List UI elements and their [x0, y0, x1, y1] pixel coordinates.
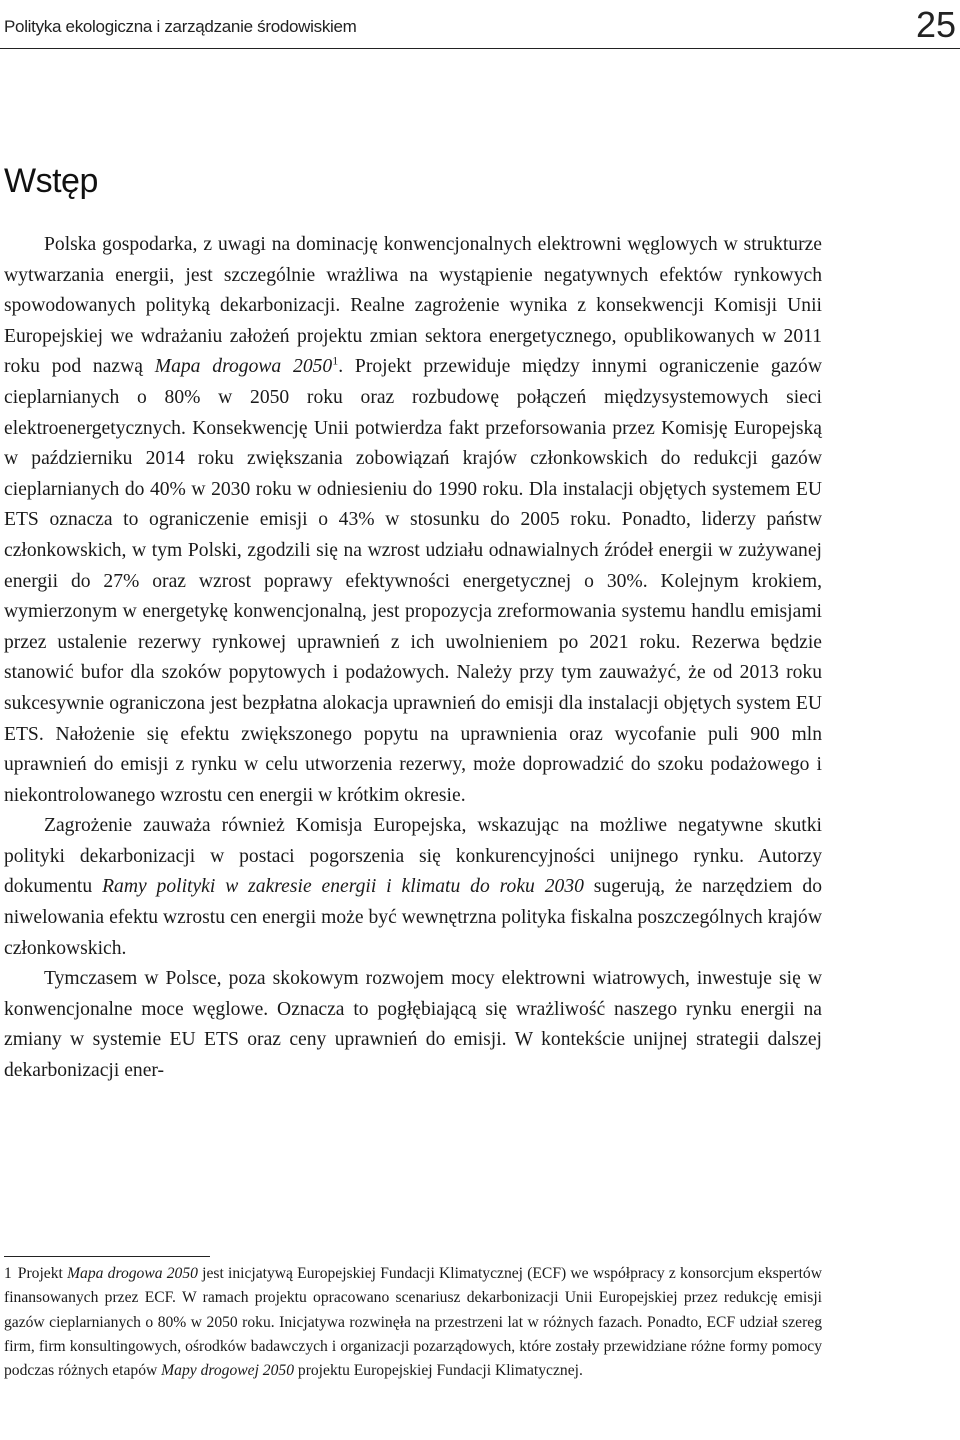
footnote — [4, 1262, 822, 1383]
text-run: projektu Europejskiej Fundacji Klimatycznej. — [294, 1362, 583, 1380]
section-title: Wstęp — [4, 162, 98, 200]
text-run: sugerują, że narzędziem do niwelowania efektu wzrostu cen energii może być wewnętrzna polityka fiskalna poszczególnych krajów członkowskich. — [4, 876, 823, 959]
footnote-ref: 1 — [332, 353, 339, 368]
text-run: Zagrożenie zauważa również Komisja Europejska, wskazując na możliwe negatywne skutki polityki dekarbonizacji w postaci pogorszenia się konkurencyjności unijnego rynku. Autorzy dokumentu — [4, 815, 822, 898]
footnote-divider — [4, 1256, 210, 1257]
text-run: Polska gospodarka, z uwagi na dominację konwencjonalnych elektrowni węglowych w strukturze wytwarzania energii, jest szczególnie wrażliwa na wystąpienie negatywnych efektów rynkowych spowodowanych polityką dekarbonizacji. Realne zagrożenie wynika z konsekwencji Komisji Unii Europejskiej we wdrażaniu założeń projektu zmian sektora energetycznego, opublikowanych w 2011 roku pod nazwą — [4, 234, 822, 378]
footnote-marker: 1 — [4, 1265, 12, 1282]
paragraph — [4, 811, 822, 964]
running-title: Polityka ekologiczna i zarządzanie środowiskiem — [4, 17, 357, 36]
text-run: Tymczasem w Polsce, poza skokowym rozwojem mocy elektrowni wiatrowych, inwestuje się w konwencjonalne moce węglowe. Oznacza to pogłębiającą się wrażliwość naszego rynku energii na zmiany w systemie EU ETS oraz ceny uprawnień do emisji. W kontekście unijnej strategii dalszej dekarbonizacji ener- — [4, 968, 822, 1082]
text-run: . Projekt przewiduje między innymi ograniczenie gazów cieplarnianych o 80% w 2050 roku oraz rozbudowę połączeń międzysystemowych sieci elektroenergetycznych. Konsekwencję Unii potwierdza fakt przeforsowania przez Komisję Europejską w październiku 2014 roku zwiększania zobowiązań krajów członkowskich do redukcji gazów cieplarnianych do 40% w 2030 roku w odniesieniu do 1990 roku. Dla instalacji objętych systemem EU ETS oznacza to ograniczenie emisji o 43% w stosunku do 2005 roku. Ponadto, liderzy państw członkowskich, w tym Polski, zgodzili się na wzrost udziału odnawialnych źródeł energii w zużywanej energii do 27% oraz wzrost poprawy efektywności energetycznej o 30%. Kolejnym krokiem, wymierzonym w energetykę konwencjonalną, jest propozycja zreformowania systemu handlu emisjami przez ustalenie rezerwy rynkowej uprawnień z ich uwolnieniem po 2021 roku. Rezerwa będzie stanowić bufor dla szoków popytowych i podażowych. Należy przy tym zauważyć, że od 2013 roku sukcesywnie ograniczona jest bezpłatna alokacja uprawnień do emisji dla instalacji objętych system EU ETS. Nałożenie się efektu zwiększonego popytu na uprawnienia oraz wycofanie puli 900 mln uprawnień do emisji z rynku w celu utworzenia rezerwy, może doprowadzić do szoku podażowego i niekontrolowanego wzrostu cen energii w krótkim okresie. — [4, 356, 823, 806]
italic-title: Mapa drogowa 2050 — [67, 1265, 198, 1282]
footnotes — [4, 1262, 822, 1383]
footnote-text — [4, 1265, 822, 1379]
italic-title: Ramy polityki w zakresie energii i klimatu do roku 2030 — [102, 876, 584, 898]
running-header — [0, 0, 960, 49]
page-number: 25 — [915, 4, 956, 45]
paragraph — [4, 964, 822, 1086]
body-text — [4, 230, 822, 1087]
italic-title: Mapa drogowa 2050 — [154, 356, 333, 378]
text-run: jest inicjatywą Europejskiej Fundacji Klimatycznej (ECF) we współpracy z konsorcjum ekspertów finansowanych przez ECF. W ramach projektu opracowano scenariusz dekarbonizacji Unii Europejskiej przez redukcję emisji gazów cieplarnianych o 80% w 2050 roku. Inicjatywa rozwinęła na przestrzeni lat w różnych fazach. Ponadto, ECF udział szereg firm, firm konsultingowych, ośrodków badawczych i organizacji pozarządowych, które zostały przewidziane różne formy pomocy podczas różnych etapów — [4, 1265, 822, 1380]
paragraph — [4, 230, 822, 811]
italic-title: Mapy drogowej 2050 — [161, 1362, 294, 1380]
text-run: Projekt — [17, 1265, 68, 1282]
